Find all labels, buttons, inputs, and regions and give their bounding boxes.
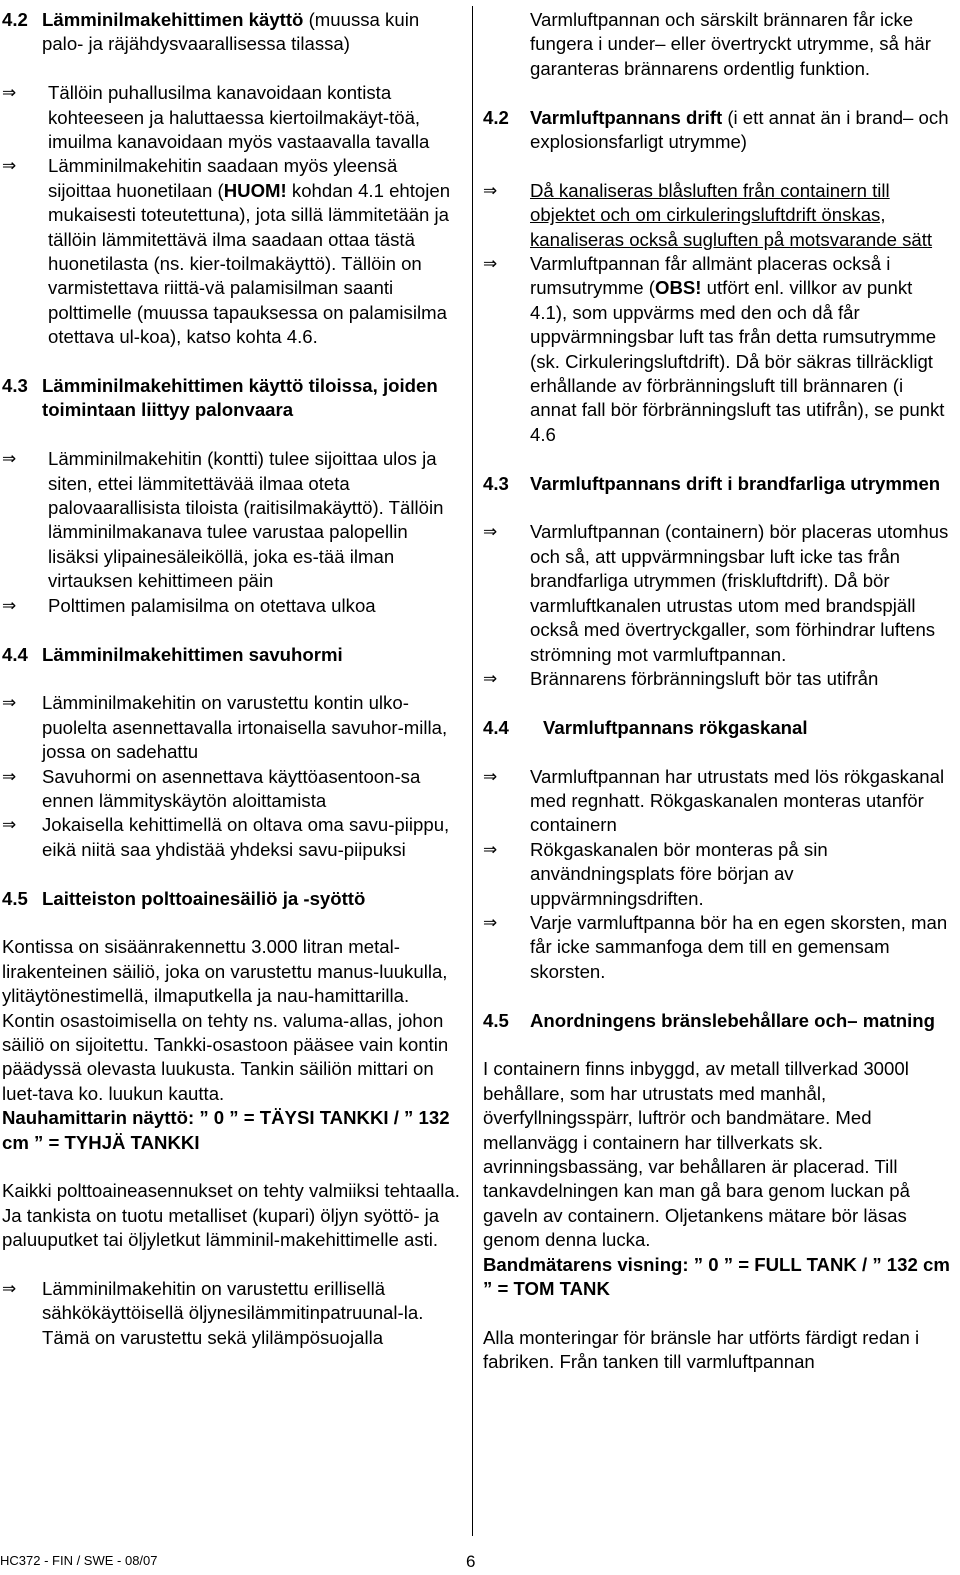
section-title: Varmluftpannans drift [530,106,723,128]
bullet-text: utfört enl. villkor av punkt 4.1), som uppvärms med den och då får uppvärmningsbar luft tas från detta rumsutrymme (sk. Cirkuleringsluftdrift). Då bör säkras tillräckligt erhållande av förbränningsluft till brännaren (i annat fall bör förbränningsluft tas utifrån), se punkt 4.6 [530,277,945,445]
arrow-icon: ⇒ [2,1278,17,1299]
section-4-4-fi [2,643,462,667]
section-4-5-sv [483,1009,953,1033]
bullet-item [2,447,462,593]
bullet-text: Lämminilmakehitin (kontti) tulee sijoittaa ulos ja siten, ettei lämmitettävää ilmaa oteta palovaarallisista tiloista (raitisilmakäyttö). Tällöin lämminilmakanava tulee varustaa palopellin lisäksi ylipainesäleiköllä, joka es-tää ilman virtauksen kehittimeen päin [48,448,444,592]
bullet-item [2,1277,462,1350]
bullet-item [2,594,462,618]
section-title: Anordningens bränslebehållare och– matning [530,1009,936,1031]
section-4-2-fi [2,8,462,57]
section-title: Varmluftpannans drift i brandfarliga utrymmen [530,472,941,494]
bullet-text: kohdan 4.1 ehtojen mukaisesti toteutettuna), jota sillä lämmitetään ja tällöin lämmitettävä ilma saadaan ottaa tästä huonetilasta (ns. kier-toilmakäyttö). Tällöin on varmistettava riittä-vä palamisilman saanti polttimelle (muussa tapauksessa on palamisilma otettava ul-koa), katso kohta 4.6. [48,179,451,348]
section-number: 4.3 [2,375,28,397]
arrow-icon: ⇒ [483,522,498,543]
paragraph: Kaikki polttoaineasennukset on tehty valmiiksi tehtaalla. Ja tankista on tuotu metalliset (kupari) öljyn syöttö- ja paluuputket tai öljyletkut lämminil-makehittimelle asti. [2,1180,460,1251]
section-subtitle: (muussa kuin palo- ja räjähdysvaarallisessa tilassa) [42,9,420,55]
arrow-icon: ⇒ [483,668,498,689]
arrow-icon: ⇒ [483,254,498,275]
finnish-column [2,8,462,1350]
bullet-item [2,691,462,764]
section-number: 4.2 [483,106,509,128]
document-code: HC372 - FIN / SWE - 08/07 [0,1553,158,1568]
bullet-text: Lämminilmakehitin on varustettu erillisellä sähkökäyttöisellä öljynesilämmitinpatruunal-la. Tämä on varustettu sekä ylilämpösuojalla [42,1277,424,1348]
arrow-icon: ⇒ [2,693,17,714]
bullet-text: Savuhormi on asennettava käyttöasentoon-sa ennen lämmityskäytön aloittamista [42,765,421,811]
section-4-4-sv [483,716,953,740]
note-label: OBS! [655,277,702,299]
arrow-icon: ⇒ [483,180,498,201]
arrow-icon: ⇒ [2,766,17,787]
paragraph: I containern finns inbyggd, av metall tillverkad 3000l behållare, som har utrustats med manhål, överfyllningsspärr, luftrör och bandmätare. Med mellanvägg i containern har tillverkats sk. avrinningsbassäng, var behållaren är placerad. Till tankavdelningen kan man gå bara genom luckan på gaveln av containern. Oljetankens mätare bör läsas genom denna lucka. [483,1058,910,1251]
section-title: Varmluftpannans rökgaskanal [543,716,808,738]
column-divider [472,6,473,1536]
gauge-reading-note: Bandmätarens visning: ” 0 ” = FULL TANK / ” 132 cm ” = TOM TANK [483,1253,950,1299]
bullet-item [483,252,953,447]
section-4-3-sv [483,472,953,496]
section-4-3-fi [2,374,462,423]
section-title: Lämminilmakehittimen savuhormi [42,643,343,665]
bullet-text: Lämminilmakehitin on varustettu kontin ulko-puolelta asennettavalla irtonaisella savuhor-milla, jossa on sadehattu [42,692,448,763]
section-subtitle: (i ett annat än i brand– och explosionsfarligt utrymme) [530,106,949,153]
bullet-item [2,813,462,862]
arrow-icon: ⇒ [2,83,17,104]
section-number: 4.5 [2,887,28,909]
bullet-text: Lämminilmakehitin saadaan myös yleensä sijoittaa huonetilaan ( [48,155,398,201]
bullet-text: Då kanaliseras blåsluften från containern till objektet och om cirkuleringsluftdrift önskas, kanaliseras också sugluften på motsvarande sätt [530,179,933,250]
bullet-item [2,81,462,154]
section-number: 4.4 [2,643,28,665]
bullet-text: Varmluftpannan får allmänt placeras också i rumsutrymme ( [530,253,891,299]
bullet-text: Rökgaskanalen bör monteras på sin användningsplats före början av uppvärmningsdriften. [530,838,828,909]
bullet-text: Tällöin puhallusilma kanavoidaan kontista kohteeseen ja haluttaessa kiertoilmakäyt-töä, imuilma kanavoidaan myös vastaavalla tavalla [48,82,430,153]
page-number: 6 [466,1552,476,1571]
arrow-icon: ⇒ [483,839,498,860]
arrow-icon: ⇒ [2,595,17,616]
note-label: HUOM! [223,179,287,201]
bullet-text: Polttimen palamisilma on otettava ulkoa [48,594,376,616]
bullet-text: Brännarens förbränningsluft bör tas utifrån [530,667,879,689]
section-title: Lämminilmakehittimen käyttö tiloissa, joiden toimintaan liittyy palonvaara [42,375,438,421]
bullet-text: Varje varmluftpanna bör ha en egen skorsten, man får icke sammanfoga dem till en gemensam skorsten. [530,911,948,982]
section-number: 4.5 [483,1009,509,1031]
bullet-item [483,179,953,252]
swedish-column [483,8,953,1375]
bullet-item [2,154,462,349]
bullet-item [483,838,953,911]
paragraph: Varmluftpannan och särskilt brännaren får icke fungera i under– eller övertryckt utrymme, så här garanteras brännarens ordentlig funktion. [530,9,931,79]
arrow-icon: ⇒ [483,912,498,933]
section-number: 4.4 [483,716,509,738]
arrow-icon: ⇒ [2,815,17,836]
bullet-text: Varmluftpannan (containern) bör placeras utomhus och så, att uppvärmningsbar luft icke tas från brandfarliga utrymmen (friskluftdrift). Då bör varmluftkanalen utrustas utom med brandspjäll också med övertryckgaller, som förhindrar luftens strömning mot varmluftpannan. [530,521,949,665]
section-number: 4.3 [483,472,509,494]
bullet-item [483,765,953,838]
arrow-icon: ⇒ [2,449,17,470]
section-title: Laitteiston polttoainesäiliö ja -syöttö [42,887,366,909]
bullet-item [483,911,953,984]
arrow-icon: ⇒ [483,766,498,787]
section-4-2-sv [483,106,953,155]
bullet-text: Jokaisella kehittimellä on oltava oma savu-piippu, eikä niitä saa yhdistää yhdeksi savu-piipuksi [42,814,450,860]
paragraph: Alla monteringar för bränsle har utförts färdigt redan i fabriken. Från tanken till varmluftpannan [483,1326,920,1373]
bullet-item [2,765,462,814]
bullet-item [483,520,953,666]
arrow-icon: ⇒ [2,156,17,177]
bullet-item [483,667,953,691]
bullet-text: Varmluftpannan har utrustats med lös rökgaskanal med regnhatt. Rökgaskanalen monteras utanför containern [530,765,945,836]
paragraph: Kontissa on sisäänrakennettu 3.000 litran metal-lirakenteinen säiliö, joka on varustettu manus-luukulla, ylitäytönestimellä, ilmaputkella ja nau-hamittarilla. Kontin osastoimisella on tehty ns. valuma-allas, johon säiliö on sijoitettu. Tankki-osastoon pääsee vain kontin päädyssä olevasta luukusta. Tankin säiliön mittari on luet-tava ko. luukun kautta. [2,936,449,1104]
section-number: 4.2 [2,9,28,30]
section-title: Lämminilmakehittimen käyttö [42,9,304,30]
section-4-5-fi [2,887,462,911]
gauge-reading-note: Nauhamittarin näyttö: ” 0 ” = TÄYSI TANKKI / ” 132 cm ” = TYHJÄ TANKKI [2,1107,450,1153]
